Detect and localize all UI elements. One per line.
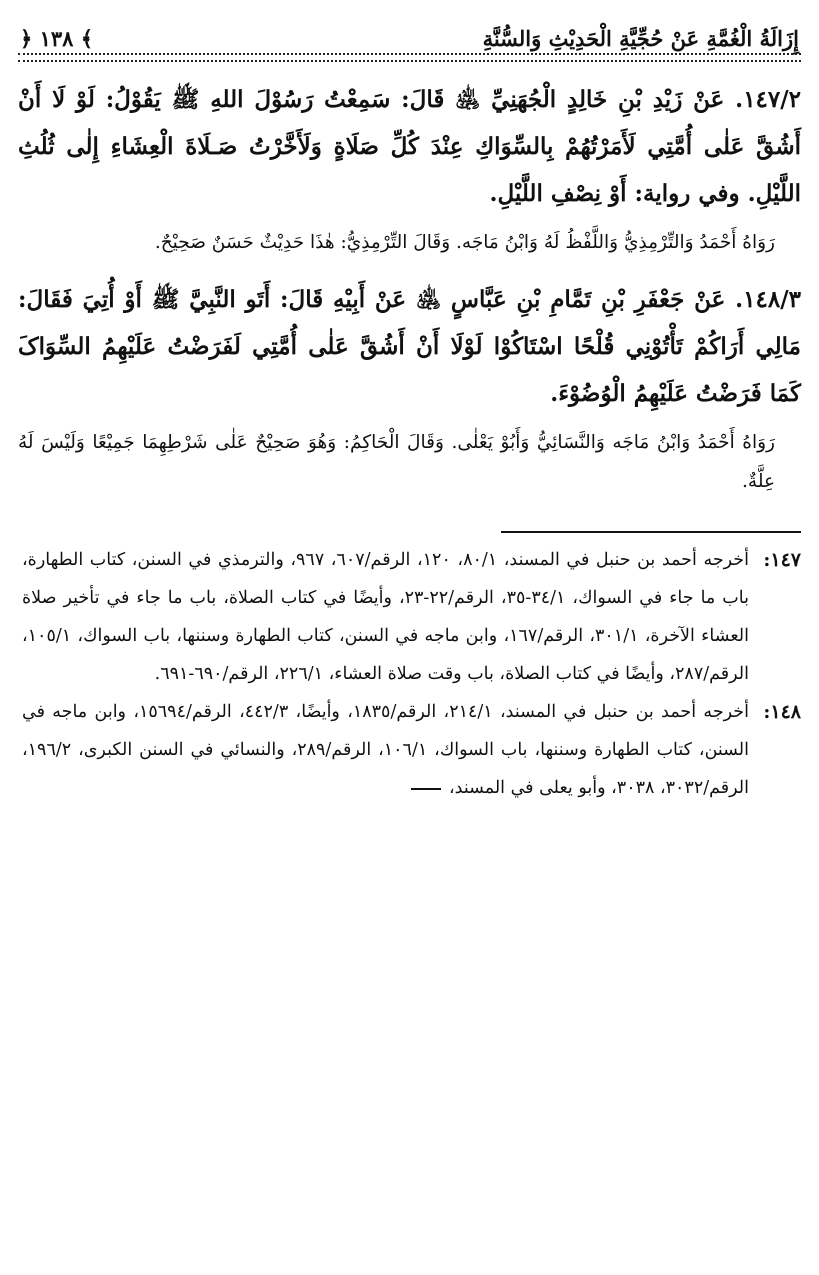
footnote-number: ١٤٨: <box>763 701 801 723</box>
footnote-148 <box>18 693 801 807</box>
footnote-147 <box>18 541 801 693</box>
footnote-rule <box>501 531 801 533</box>
footnote-text: أخرجه أحمد بن حنبل في المسند، ٨٠/١، ١٢٠، الرقم/٦٠٧، ٩٦٧، والترمذي في السنن، كتاب الطهارة، باب ما جاء في السواك، ٣٤/١-٣٥، الرقم/٢٢-٢٣، وأيضًا في كتاب الصلاة، باب ما جاء في تأخير صلاة العشاء الآخرة، ٣٠١/١، الرقم/١٦٧، وابن ماجه في السنن، كتاب الطهارة وسننها، باب السواك، ١٠٥/١، الرقم/٢٨٧، وأيضًا في كتاب الصلاة، باب وقت صلاة العشاء، ٢٢٦/١، الرقم/٦٩٠-٦٩١. <box>22 550 749 684</box>
hadith-148 <box>18 276 801 417</box>
hadith-source: رَوَاهُ أَحْمَدُ وَابْنُ مَاجَه وَالنَّسَائِيُّ وَأَبُوْ يَعْلٰى. وَقَالَ الْحَاكِمُ: وَهُوَ صَحِيْحٌ عَلٰى شَرْطِهِمَا جَمِيْعًا وَلَيْسَ لَهُ عِلَّةٌ. <box>18 432 775 492</box>
page-header <box>18 14 801 62</box>
continuation-dash <box>411 788 441 790</box>
hadith-text: عَنْ جَعْفَرِ بْنِ تَمَّامِ بْنِ عَبَّاسٍ ﵁ عَنْ أَبِيْهِ قَالَ: أَتَو النَّبِيَّ ﷺ أَوْ أُتِيَ فَقَالَ: مَالِي أَرَاكُمْ تَأْتُوْنِي قُلْحًا اسْتَاكُوْا لَوْلَا أَنْ أَشُقَّ عَلٰى أُمَّتِي لَفَرَضْتُ عَلَيْهِمُ السِّوَاکَ كَمَا فَرَضْتُ عَلَيْهِمُ الْوُضُوْءَ. <box>18 286 801 407</box>
hadith-number: ١٤٨/٣. <box>735 286 801 313</box>
book-title: إِزَالَةُ الْغُمَّةِ عَنْ حُجِّيَّةِ الْحَدِيْثِ وَالسُّنَّةِ <box>482 25 799 51</box>
page-number: ﴿ ١٣٨ ﴾ <box>20 25 94 51</box>
footnote-text: أخرجه أحمد بن حنبل في المسند، ٢١٤/١، الرقم/١٨٣٥، وأيضًا، ٤٤٢/٣، الرقم/١٥٦٩٤، وابن ماجه في السنن، كتاب الطهارة وسننها، باب السواك، ١٠٦/١، الرقم/٢٨٩، والنسائي في السنن الكبرى، ١٩٦/٢، الرقم/٣٠٣٢، ٣٠٣٨، وأبو يعلى في المسند، <box>22 702 749 798</box>
hadith-147 <box>18 76 801 217</box>
hadith-number: ١٤٧/٢. <box>735 86 802 113</box>
footnote-number: ١٤٧: <box>763 549 801 571</box>
footnote-text-wrap <box>18 693 749 807</box>
footnote-separator <box>18 531 801 533</box>
header-dotted-rule <box>18 53 801 62</box>
page <box>18 14 801 1264</box>
hadith-source: رَوَاهُ أَحْمَدُ وَالتِّرْمِذِيُّ وَاللَّفْظُ لَهُ وَابْنُ مَاجَه. وَقَالَ التِّرْمِذِيُّ: هٰذَا حَدِيْثٌ حَسَنٌ صَحِيْحٌ. <box>154 232 775 253</box>
hadith-text: عَنْ زَيْدِ بْنِ خَالِدٍ الْجُهَنِيِّ ﵁ قَالَ: سَمِعْتُ رَسُوْلَ اللهِ ﷺ يَقُوْلُ: لَوْ لَا أَنْ أَشُقَّ عَلٰى أُمَّتِي لَأَمَرْتُهُمْ بِالسِّوَاكِ عِنْدَ كُلِّ صَلَاةٍ وَلَأَخَّرْتُ صَـلَاةَ الْعِشَاءِ إِلٰى ثُلُثِ اللَّيْلِ. وفي رواية: أَوْ نِصْفِ اللَّيْلِ. <box>18 86 801 207</box>
